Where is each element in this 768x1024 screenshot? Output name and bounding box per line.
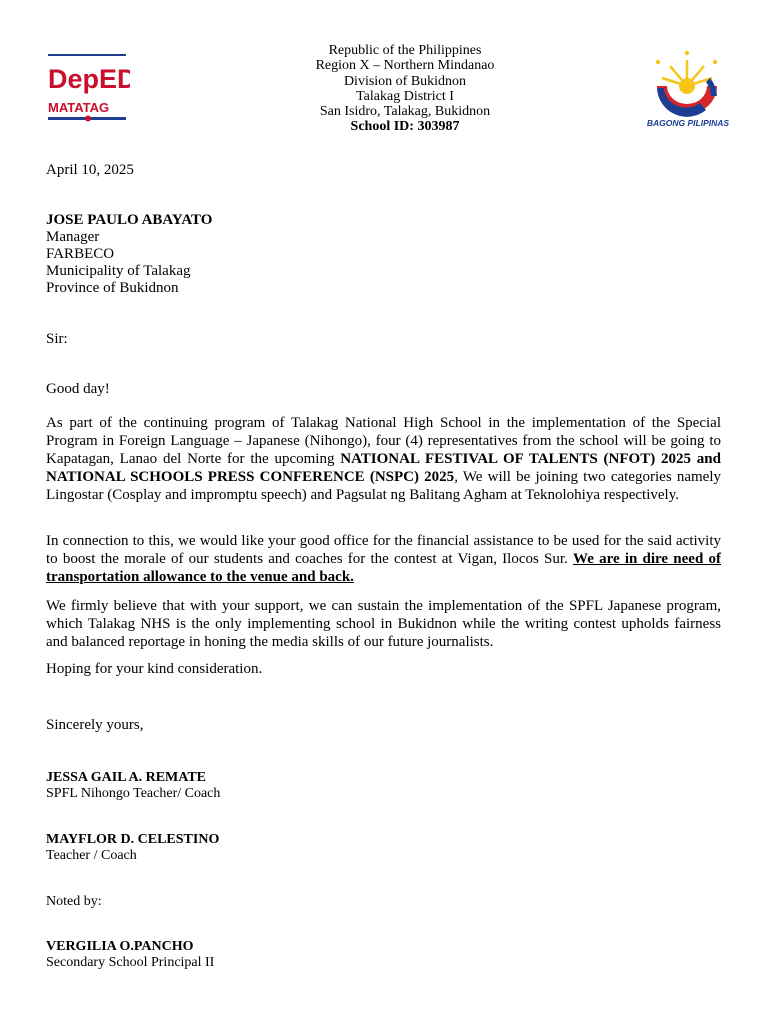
noter-title: Secondary School Principal II <box>46 955 215 970</box>
closing: Sincerely yours, <box>46 717 144 733</box>
bagong-pilipinas-logo <box>644 48 732 132</box>
matatag-wordmark: MATATAG <box>48 100 110 115</box>
recipient-org: FARBECO <box>46 246 115 262</box>
bagong-pilipinas-caption: BAGONG PILIPINAS <box>646 118 730 128</box>
header-line-address: San Isidro, Talakag, Bukidnon <box>319 104 491 120</box>
recipient-province: Province of Bukidnon <box>46 280 179 296</box>
deped-matatag-logo <box>46 54 130 126</box>
greeting: Good day! <box>46 381 110 397</box>
signatory-name: JESSA GAIL A. REMATE <box>46 770 207 785</box>
header-line-district: Talakag District I <box>356 88 454 104</box>
signatory-title: SPFL Nihongo Teacher/ Coach <box>46 786 221 801</box>
school-id: School ID: 303987 <box>350 119 460 135</box>
recipient-name: JOSE PAULO ABAYATO <box>46 212 213 228</box>
p1-text-a: As part of the continuing program of Talakag National High School in the implementation of the Special Program in Foreign Language – Japanese (Nihongo), four (4) representatives from the school will be going to Kapatagan, Lanao del Norte for the upcoming <box>46 415 721 467</box>
signatory-title: Teacher / Coach <box>46 848 137 863</box>
noter-block <box>46 939 214 971</box>
body-paragraph-2 <box>46 532 721 586</box>
header-line-region: Region X – Northern Mindanao <box>315 58 495 74</box>
body-paragraph-3: We firmly believe that with your support, we can sustain the implementation of the SPFL Japanese program, which Talakag NHS is the only implementing school in Bukidnon while the writing contest upholds fairness and balanced reportage in honing the media skills of our future journalists. <box>46 598 721 650</box>
recipient-municipality: Municipality of Talakag <box>46 263 191 279</box>
body-paragraph-4: Hoping for your kind consideration. <box>46 661 263 677</box>
deped-wordmark: DepED <box>48 64 130 94</box>
header-line-republic: Republic of the Philippines <box>328 43 482 58</box>
signatory-2 <box>46 832 219 864</box>
p2-text-a: In connection to this, we would like your good office for the financial assistance to be used for the said activity to boost the morale of our students and coaches for the contest at Vigan, Ilocos Sur. <box>46 533 721 567</box>
letterhead <box>230 43 580 135</box>
header-line-division: Division of Bukidnon <box>343 73 467 89</box>
signatory-1 <box>46 770 220 802</box>
p1-text-c: , We will be joining two categories namely Lingostar (Cosplay and impromptu speech) and Pagsulat ng Balitang Agham at Teknolohiya respectively. <box>46 469 721 503</box>
p2-emphasis: We are in dire need of transportation allowance to the venue and back. <box>46 551 721 585</box>
recipient-block <box>46 212 212 297</box>
letter-date: April 10, 2025 <box>46 162 134 178</box>
recipient-title: Manager <box>46 229 100 245</box>
noter-name: VERGILIA O.PANCHO <box>46 939 194 954</box>
noted-by-label: Noted by: <box>46 894 102 909</box>
salutation: Sir: <box>46 331 68 347</box>
signatory-name: MAYFLOR D. CELESTINO <box>46 832 220 847</box>
body-paragraph-1 <box>46 414 721 504</box>
p1-event-names: NATIONAL FESTIVAL OF TALENTS (NFOT) 2025 and NATIONAL SCHOOLS PRESS CONFERENCE (NSPC) 2025 <box>46 451 721 485</box>
